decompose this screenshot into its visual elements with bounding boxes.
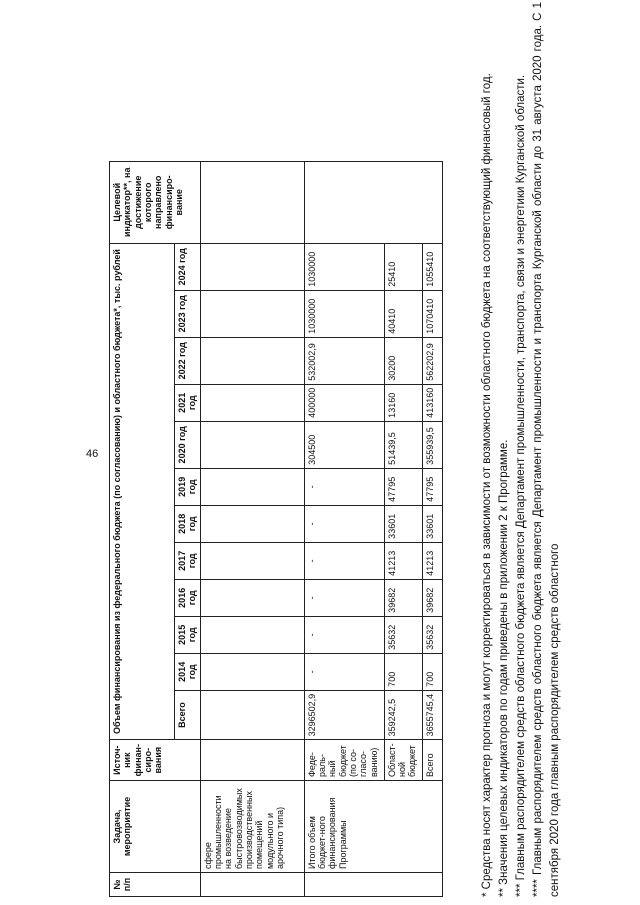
cell-value: 562202,9 <box>422 337 442 384</box>
cell-value: 1030000 <box>304 290 384 337</box>
cell-total: 359242,5 <box>384 690 422 740</box>
year-header: 2017 год <box>175 542 201 579</box>
cell-value: 35632 <box>384 616 422 653</box>
cell-value: 41213 <box>422 542 442 579</box>
year-header: 2019 год <box>175 468 201 505</box>
footnote-distributor: *** Главным распорядителем средств областного бюджета является Департамент промышленности, транспорта, связи и энергетики Курганской области. <box>515 74 527 897</box>
rotated-page <box>76 0 640 905</box>
cell-source: Област-ной бюджет <box>384 740 422 781</box>
cell-value: 1070410 <box>422 290 442 337</box>
cell-value: 400000 <box>304 384 384 421</box>
footnote-indicators: ** Значения целевых индикаторов по годам приведены в приложении 2 к Программе. <box>498 439 510 897</box>
col-source-header: Источ-ник финан-сиро-вания <box>110 740 201 781</box>
cell-total: 3655745,4 <box>422 690 442 740</box>
cell-value: 1055410 <box>422 243 442 290</box>
cell-num <box>200 873 304 897</box>
cell-value: 700 <box>422 653 442 690</box>
cell-value: - <box>304 579 384 616</box>
cell-value: 35632 <box>422 616 442 653</box>
cell-num <box>304 873 442 897</box>
cell-value: 1030000 <box>304 243 384 290</box>
cell-value: 41213 <box>384 542 422 579</box>
cell-value: - <box>304 505 384 542</box>
cell-task: Итого объем бюджет-ного финансирования Программы <box>304 781 442 873</box>
year-header: 2016 год <box>175 579 201 616</box>
year-header: 2018 год <box>175 505 201 542</box>
cell-value: 355939,5 <box>422 421 442 468</box>
financing-table <box>109 161 443 897</box>
cell-task: сфере промышленности на возведение быстровозводимых производственных помещений модульного и арочного типа) <box>200 781 304 873</box>
col-indicator-header: Целевой индикатор**, на достижение которого направлено финансиро-вание <box>110 161 201 243</box>
cell-value: 13160 <box>384 384 422 421</box>
year-header: 2023 год <box>175 290 201 337</box>
year-header: 2015 год <box>175 616 201 653</box>
cell-value: 39682 <box>422 579 442 616</box>
col-volume-header: Объем финансирования из федерального бюджета (по согласованию) и областного бюджета*, тыс. рублей <box>110 243 175 740</box>
cell-value: 30200 <box>384 337 422 384</box>
cell-value: - <box>304 616 384 653</box>
cell-total: 3296502,9 <box>304 690 384 740</box>
year-header: 2020 год <box>175 421 201 468</box>
cell-value: 47795 <box>384 468 422 505</box>
cell-value: 33601 <box>422 505 442 542</box>
year-header: 2021 год <box>175 384 201 421</box>
year-header: 2024 год <box>175 243 201 290</box>
col-task-header: Задача, мероприятие <box>110 781 201 873</box>
cell-value: 40410 <box>384 290 422 337</box>
cell-value: 47795 <box>422 468 442 505</box>
col-total-header: Всего <box>175 690 201 740</box>
cell-indicator <box>304 161 442 243</box>
footnotes <box>479 2 564 897</box>
table-row <box>200 161 304 896</box>
cell-value: 33601 <box>384 505 422 542</box>
footnote-forecast: * Средства носят характер прогноза и могут корректироваться в зависимости от возможности областного бюджета на соответствующий финансовый год. <box>481 73 493 897</box>
header-row-1 <box>110 161 175 896</box>
cell-value: - <box>304 542 384 579</box>
cell-value: 413160 <box>422 384 442 421</box>
cell-value: 304500 <box>304 421 384 468</box>
cell-value: 25410 <box>384 243 422 290</box>
cell-value: 39682 <box>384 579 422 616</box>
cell-source: Феде-раль-ный бюджет (по со-гласо-ванию) <box>304 740 384 781</box>
cell-value: - <box>304 653 384 690</box>
cell-value: 51439,5 <box>384 421 422 468</box>
year-header: 2022 год <box>175 337 201 384</box>
cell-source: Всего <box>422 740 442 781</box>
col-num-header: № п/п <box>110 873 201 897</box>
table-row <box>304 161 384 896</box>
cell-value: 700 <box>384 653 422 690</box>
footnote-distributor-until-2020: **** Главным распорядителем средств областного бюджета является Департамент промышленности и транспорта Курганской области до 31 августа 2020 года. С 1 сентября 2020 года главным распорядителем средств областного <box>532 2 561 897</box>
page-number: 46 <box>86 448 99 460</box>
cell-value: - <box>304 468 384 505</box>
cell-value: 532002,9 <box>304 337 384 384</box>
year-header: 2014 год <box>175 653 201 690</box>
